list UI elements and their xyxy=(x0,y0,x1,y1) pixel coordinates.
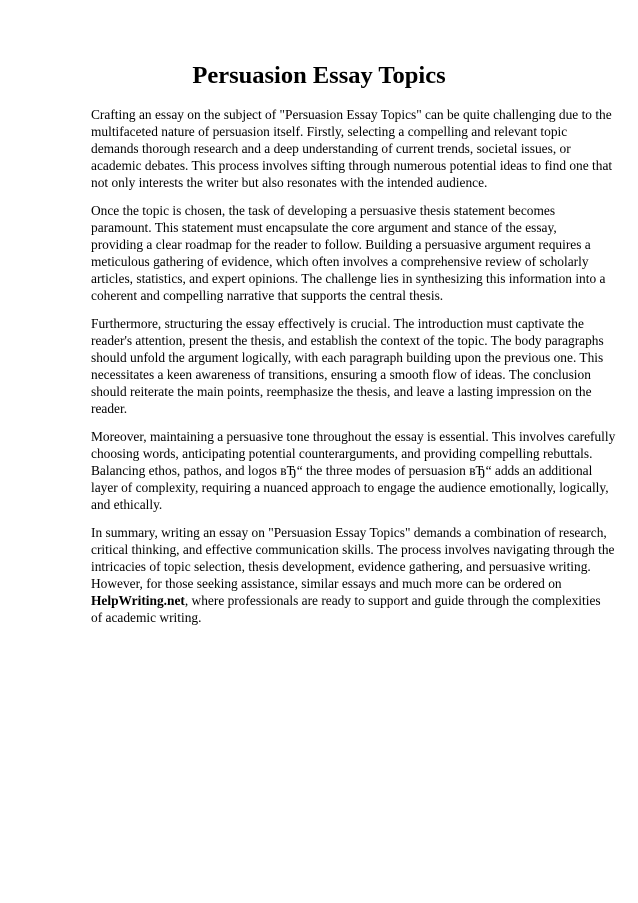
essay-body xyxy=(91,106,616,637)
paragraph-line: academic debates. This process involves sifting through numerous potential ideas to find one that xyxy=(91,158,613,173)
paragraph-line: articles, statistics, and expert opinions. The challenge lies in synthesizing this information into a xyxy=(91,271,606,286)
paragraph-line: layer of complexity, requiring a nuanced approach to engage the audience emotionally, logically, xyxy=(91,480,609,495)
paragraph-line: Once the topic is chosen, the task of developing a persuasive thesis statement becomes xyxy=(91,203,556,218)
link-trailing-text: , where professionals are ready to support and guide through the complexities xyxy=(184,593,601,608)
paragraph-line: necessitates a keen awareness of transitions, ensuring a smooth flow of ideas. The conclusion xyxy=(91,367,591,382)
paragraph-line: meticulous gathering of evidence, which often involves a comprehensive review of scholarly xyxy=(91,254,589,269)
paragraph-5 xyxy=(91,524,615,626)
paragraph-line: intricacies of topic selection, thesis development, evidence gathering, and persuasive writing. xyxy=(91,559,591,574)
paragraph-line: Crafting an essay on the subject of "Persuasion Essay Topics" can be quite challenging due to the xyxy=(91,107,612,122)
paragraph-line: should reiterate the main points, reemphasize the thesis, and leave a lasting impression on the xyxy=(91,384,592,399)
paragraph-line: not only interests the writer but also resonates with the intended audience. xyxy=(91,175,488,190)
paragraph-2 xyxy=(91,202,606,304)
page-title: Persuasion Essay Topics xyxy=(192,62,446,89)
paragraph-line: In summary, writing an essay on "Persuasion Essay Topics" demands a combination of research, xyxy=(91,525,607,540)
paragraph-line: critical thinking, and effective communication skills. The process involves navigating through the xyxy=(91,542,615,557)
paragraph-line: demands thorough research and a deep understanding of current trends, societal issues, or xyxy=(91,141,571,156)
paragraph-line: Balancing ethos, pathos, and logos вЂ“ the three modes of persuasion вЂ“ adds an additional xyxy=(91,463,593,478)
paragraph-1 xyxy=(91,106,613,191)
paragraph-line: providing a clear roadmap for the reader to follow. Building a persuasive argument requires a xyxy=(91,237,591,252)
paragraph-line: Furthermore, structuring the essay effectively is crucial. The introduction must captivate the xyxy=(91,316,584,331)
paragraph-line: Moreover, maintaining a persuasive tone throughout the essay is essential. This involves carefully xyxy=(91,429,616,444)
helpwriting-link[interactable]: HelpWriting.net xyxy=(91,593,185,608)
paragraph-line: should unfold the argument logically, with each paragraph building upon the previous one. This xyxy=(91,350,604,365)
paragraph-line: of academic writing. xyxy=(91,610,202,625)
paragraph-3 xyxy=(91,315,604,417)
paragraph-line: reader's attention, present the thesis, and establish the context of the topic. The body paragraphs xyxy=(91,333,604,348)
paragraph-line: and ethically. xyxy=(91,497,163,512)
paragraph-line-with-link xyxy=(91,592,601,609)
paragraph-line: reader. xyxy=(91,401,128,416)
paragraph-line: multifaceted nature of persuasion itself. Firstly, selecting a compelling and relevant topic xyxy=(91,124,568,139)
paragraph-line: choosing words, anticipating potential counterarguments, and providing compelling rebuttals. xyxy=(91,446,593,461)
paragraph-line: coherent and compelling narrative that supports the central thesis. xyxy=(91,288,444,303)
paragraph-line: paramount. This statement must encapsulate the core argument and stance of the essay, xyxy=(91,220,557,235)
paragraph-4 xyxy=(91,428,616,513)
paragraph-line: However, for those seeking assistance, similar essays and much more can be ordered on xyxy=(91,576,562,591)
